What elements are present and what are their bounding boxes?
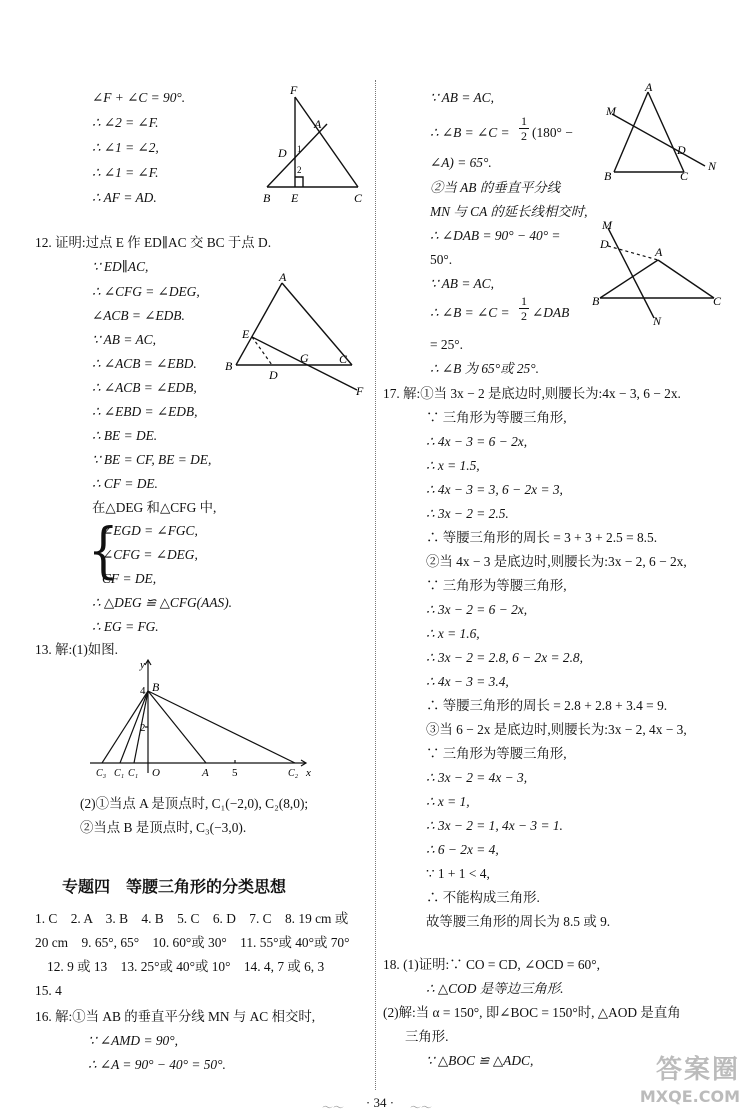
text-line: ∴ 等腰三角形的周长 = 3 + 3 + 2.5 = 8.5. xyxy=(426,530,658,545)
fig-label: C₂ xyxy=(288,768,299,779)
text-line: ∵ ED∥AC, xyxy=(92,259,149,274)
watermark-url: MXQE.COM xyxy=(639,1087,740,1106)
text-line: ∠F + ∠C = 90°. xyxy=(92,90,186,105)
text-line: ②当 AB 的垂直平分线 xyxy=(430,180,561,195)
section-title: 专题四 等腰三角形的分类思想 xyxy=(62,877,287,896)
footer-ornament-right: ～～ xyxy=(410,1102,432,1114)
tick-label: 5 xyxy=(232,767,238,779)
fraction xyxy=(519,114,529,143)
tick-label: 2 xyxy=(140,722,146,734)
text-line: ∴ △COD 是等边三角形. xyxy=(426,981,564,996)
answer-line: 12. 9 或 13 13. 25°或 40°或 10° 14. 4, 7 或 6, 3 xyxy=(47,959,325,974)
page-number: · 34 · xyxy=(365,1095,395,1110)
text-line: ∴ 等腰三角形的周长 = 2.8 + 2.8 + 3.4 = 9. xyxy=(426,698,668,713)
text-line: ②当 4x − 3 是底边时,则腰长为:3x − 2, 6 − 2x, xyxy=(426,554,687,569)
fig-label: G xyxy=(300,351,309,365)
text-line: ∠DAB xyxy=(532,305,570,320)
text-line: (2)解:当 α = 150°, 即∠BOC = 150°时, △AOD 是直角 xyxy=(383,1005,681,1020)
fig-label: D xyxy=(600,237,609,251)
text-line: 故等腰三角形的周长为 8.5 或 9. xyxy=(426,914,611,929)
fraction-denominator: 2 xyxy=(521,309,527,323)
fig-label: C₁ xyxy=(114,768,125,779)
text-line: ∠ACB = ∠EDB. xyxy=(92,308,185,323)
fig-label: D xyxy=(269,368,278,382)
text-line: ∴ 4x − 3 = 3.4, xyxy=(426,674,509,689)
text-line: ∴ 3x − 2 = 2.8, 6 − 2x = 2.8, xyxy=(426,650,583,665)
fig-label: C₁ xyxy=(128,768,139,779)
answer-line: 15. 4 xyxy=(35,983,62,998)
fig-label: 2 xyxy=(297,165,302,175)
fig-label: A xyxy=(279,270,287,284)
fraction-numerator: 1 xyxy=(521,294,527,308)
fig-label: M xyxy=(606,104,616,118)
text-line: ∵ AB = AC, xyxy=(430,90,494,105)
text-line: (2)①当点 A 是顶点时, C₁(−2,0), C₂(8,0); xyxy=(80,796,309,811)
problem-16-heading: 16. 解:①当 AB 的垂直平分线 MN 与 AC 相交时, xyxy=(35,1009,316,1024)
text-line: ∴ 6 − 2x = 4, xyxy=(426,842,499,857)
text-line: ∴ ∠CFG = ∠DEG, xyxy=(92,284,200,299)
text-line: ∠A) = 65°. xyxy=(430,155,492,170)
text-line: ∵ 三角形为等腰三角形, xyxy=(426,410,567,425)
answer-line: 20 cm 9. 65°, 65° 10. 60°或 30° 11. 55°或 40°或 70° xyxy=(35,935,350,950)
tick-label: 4 xyxy=(140,685,146,697)
text-line: ∴ EG = FG. xyxy=(92,619,159,634)
text-line: ∴ ∠ACB = ∠EBD. xyxy=(92,356,197,371)
text-line: ∴ ∠B 为 65°或 25°. xyxy=(430,361,539,376)
axis-label: x xyxy=(306,767,311,779)
text-line: ∴ 3x − 2 = 2.5. xyxy=(426,506,509,521)
text-line: 三角形. xyxy=(405,1029,449,1044)
fig-label: E xyxy=(242,327,250,341)
fig-label: C xyxy=(339,352,348,366)
text-line: ③当 6 − 2x 是底边时,则腰长为:3x − 2, 4x − 3, xyxy=(426,722,687,737)
text-line: ∴ ∠1 = ∠F. xyxy=(92,165,159,180)
fig-label: B xyxy=(152,680,160,694)
text-line: ∴ x = 1.6, xyxy=(426,626,480,641)
text-line: ∴ BE = DE. xyxy=(92,428,158,443)
fig-label: F xyxy=(356,384,364,398)
fig-label: B xyxy=(592,294,600,308)
fig-label: E xyxy=(291,191,299,205)
figure-triangle-mn-1 xyxy=(600,82,730,182)
text-line: ∴ ∠B = ∠C = xyxy=(430,125,510,140)
footer-ornament-left: ～～ xyxy=(322,1102,344,1114)
fig-label: C xyxy=(713,294,722,308)
text-line: ∴ 3x − 2 = 4x − 3, xyxy=(426,770,528,785)
figure-triangle-abc-fg xyxy=(222,270,372,400)
fraction-denominator: 2 xyxy=(521,129,527,143)
text-line: ∵ AB = AC, xyxy=(430,276,494,291)
text-line: ∴ ∠B = ∠C = xyxy=(430,305,510,320)
text-line: ∴ ∠1 = ∠2, xyxy=(92,140,159,155)
fig-label: A xyxy=(202,767,209,779)
text-line: ∴ AF = AD. xyxy=(92,190,157,205)
text-line: 50°. xyxy=(430,252,453,267)
text-line: ∵ 三角形为等腰三角形, xyxy=(426,578,567,593)
figure-coordinate-plot xyxy=(80,655,320,780)
problem-17-heading: 17. 解:①当 3x − 2 是底边时,则腰长为:4x − 3, 6 − 2x. xyxy=(383,386,681,401)
fig-label: C₃ xyxy=(96,768,107,779)
fig-label: N xyxy=(653,314,662,328)
fig-label: D xyxy=(278,146,287,160)
text-line: ∴ 3x − 2 = 1, 4x − 3 = 1. xyxy=(426,818,563,833)
fig-label: A xyxy=(655,245,663,259)
text-line: ∵ BE = CF, BE = DE, xyxy=(92,452,212,467)
text-line: ∵ 1 + 1 < 4, xyxy=(426,866,490,881)
problem-12-heading: 12. 证明:过点 E 作 ED∥AC 交 BC 于点 D. xyxy=(35,235,272,250)
text-line: ∴ ∠A = 90° − 40° = 50°. xyxy=(88,1057,226,1072)
text-line: (180° − xyxy=(532,125,573,140)
fig-label: C xyxy=(680,169,689,183)
fig-label: A xyxy=(645,80,653,94)
text-line: MN 与 CA 的延长线相交时, xyxy=(430,204,588,219)
fig-label: A xyxy=(314,117,322,131)
text-line: ∵ AB = AC, xyxy=(92,332,156,347)
figure-triangle-fac xyxy=(255,82,375,207)
text-line: ∴ x = 1, xyxy=(426,794,470,809)
text-line: ②当点 B 是顶点时, C₃(−3,0). xyxy=(80,820,247,835)
column-divider xyxy=(375,80,376,1090)
fraction xyxy=(519,294,529,323)
text-line: ∴ ∠2 = ∠F. xyxy=(92,115,159,130)
fig-label: N xyxy=(708,159,717,173)
problem-18-heading: 18. (1)证明:∵ CO = CD, ∠OCD = 60°, xyxy=(383,957,600,972)
fig-label: F xyxy=(290,83,298,97)
text-line: ∴ ∠EBD = ∠EDB, xyxy=(92,404,198,419)
text-line: = 25°. xyxy=(430,337,463,352)
axis-label: y xyxy=(140,659,145,671)
text-line: ∴ ∠ACB = ∠EDB, xyxy=(92,380,197,395)
text-line: ∵ 三角形为等腰三角形, xyxy=(426,746,567,761)
text-line: ∠CFG = ∠DEG, xyxy=(102,547,198,562)
problem-13-heading: 13. 解:(1)如图. xyxy=(35,642,118,657)
fraction-numerator: 1 xyxy=(521,114,527,128)
text-line: ∴ 不能构成三角形. xyxy=(426,890,540,905)
text-line: ∴ △DEG ≌ △CFG(AAS). xyxy=(92,595,233,610)
fig-label: B xyxy=(263,191,271,205)
fig-label: 1 xyxy=(297,144,302,154)
text-line: ∴ x = 1.5, xyxy=(426,458,480,473)
text-line: ∵ △BOC ≌ △ADC, xyxy=(426,1053,534,1068)
text-line: ∴ 4x − 3 = 6 − 2x, xyxy=(426,434,528,449)
fig-label: C xyxy=(354,191,363,205)
text-line: ∴ 3x − 2 = 6 − 2x, xyxy=(426,602,528,617)
text-line: ∴ 4x − 3 = 3, 6 − 2x = 3, xyxy=(426,482,563,497)
fig-label: M xyxy=(602,218,612,232)
text-line: ∴ CF = DE. xyxy=(92,476,158,491)
watermark-text: 答案圈 xyxy=(655,1055,740,1085)
fig-label: D xyxy=(677,143,686,157)
answer-line: 1. C 2. A 3. B 4. B 5. C 6. D 7. C 8. 19 cm 或 xyxy=(35,911,349,926)
text-line: CF = DE, xyxy=(102,571,157,586)
watermark-logo xyxy=(600,1054,740,1114)
text-line: ∴ ∠DAB = 90° − 40° = xyxy=(430,228,561,243)
text-line: ∠EGD = ∠FGC, xyxy=(102,523,198,538)
brace: { xyxy=(88,515,119,586)
fig-label: B xyxy=(604,169,612,183)
figure-triangle-mn-2 xyxy=(590,218,725,333)
text-line: 在△DEG 和△CFG 中, xyxy=(92,500,217,515)
tick-label: O xyxy=(152,767,160,779)
fig-label: B xyxy=(225,359,233,373)
text-line: ∵ ∠AMD = 90°, xyxy=(88,1033,178,1048)
